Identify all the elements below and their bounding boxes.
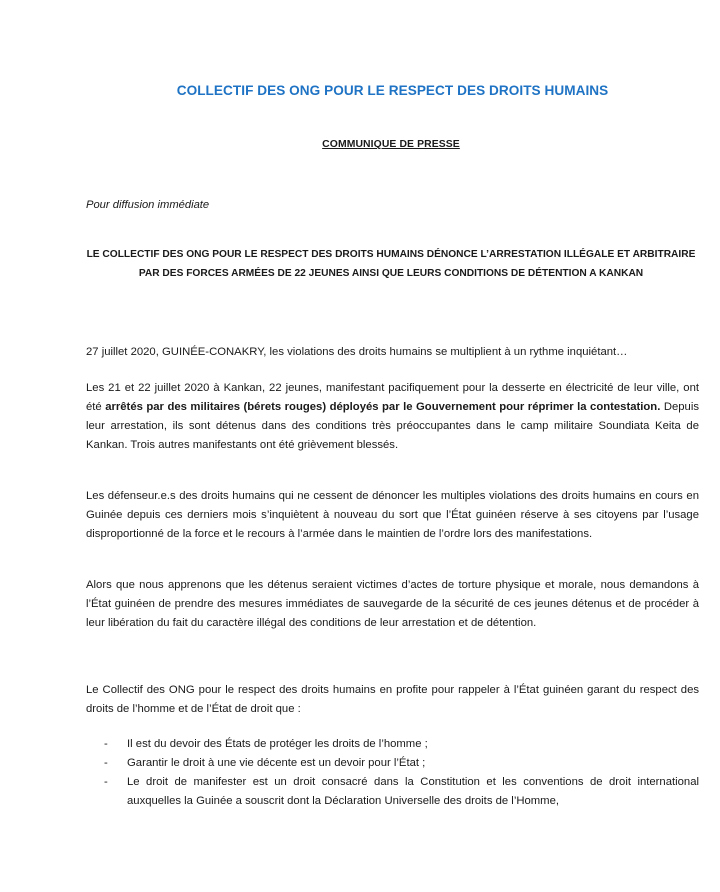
list-item: [86, 773, 699, 811]
press-release-label: COMMUNIQUE DE PRESSE: [322, 139, 460, 150]
paragraph-reminder: Le Collectif des ONG pour le respect des droits humains en profite pour rappeler à l’État guinéen garant du respect des droits de l’homme et de l’État de droit que :: [86, 684, 699, 715]
paragraph-arrests: [86, 379, 699, 455]
list-item: [86, 735, 699, 754]
diffusion-notice: Pour diffusion immédiate: [86, 199, 210, 211]
paragraph-defenders: Les défenseur.e.s des droits humains qui ne cessent de dénoncer les multiples violations des droits humains en cours en Guinée depuis ces derniers mois s’inquiètent à nouveau du sort que l’État guinéen réserve à ses citoyens par l’usage disproportionné de la force et le recours à l’armée dans le maintien de l’ordre lors des manifestations.: [86, 490, 699, 540]
paragraph-arrests-bold: arrêtés par des militaires (bérets rouges) déployés par le Gouvernement pour réprimer la contestation.: [105, 401, 661, 413]
organization-title: COLLECTIF DES ONG POUR LE RESPECT DES DROITS HUMAINS: [176, 83, 609, 98]
bullet-marker: -: [104, 776, 108, 788]
list-item: [86, 754, 699, 773]
list-item-text: Garantir le droit à une vie décente est un devoir pour l’État ;: [127, 757, 426, 769]
paragraph-intro: 27 juillet 2020, GUINÉE-CONAKRY, les violations des droits humains se multiplient à un rythme inquiétant…: [86, 346, 628, 358]
list-item-text: Le droit de manifester est un droit consacré dans la Constitution et les conventions de droit international auxquelles la Guinée a souscrit dont la Déclaration Universelle des droits de l’Homme,: [127, 776, 699, 807]
bullet-marker: -: [104, 757, 108, 769]
list-item-text: Il est du devoir des États de protéger les droits de l’homme ;: [127, 738, 428, 750]
paragraph-arrests-part-1: Les 21 et 22 juillet 2020 à Kankan, 22 jeunes, manifestant pacifiquement pour la desserte en électricité de leur ville, ont été: [86, 382, 699, 413]
paragraph-arrests-part-2: Depuis leur arrestation, ils sont détenus dans des conditions très préoccupantes dans le camp militaire Soundiata Keita de Kankan. Trois autres manifestants ont été grièvement blessés.: [86, 401, 699, 451]
rights-list: [86, 735, 699, 811]
paragraph-demands: Alors que nous apprenons que les détenus seraient victimes d’actes de torture physique et morale, nous demandons à l’État guinéen de prendre des mesures immédiates de sauvegarde de la sécurité de ces jeunes détenus et de procéder à leur libération du fait du caractère illégal des conditions de leur arrestation et de détention.: [86, 579, 699, 629]
press-headline: LE COLLECTIF DES ONG POUR LE RESPECT DES DROITS HUMAINS DÉNONCE L’ARRESTATION ILLÉGALE ET ARBITRAIRE PAR DES FORCES ARMÉES DE 22 JEUNES AINSI QUE LEURS CONDITIONS DE DÉTENTION A KANKAN: [86, 249, 696, 279]
bullet-marker: -: [104, 738, 108, 750]
